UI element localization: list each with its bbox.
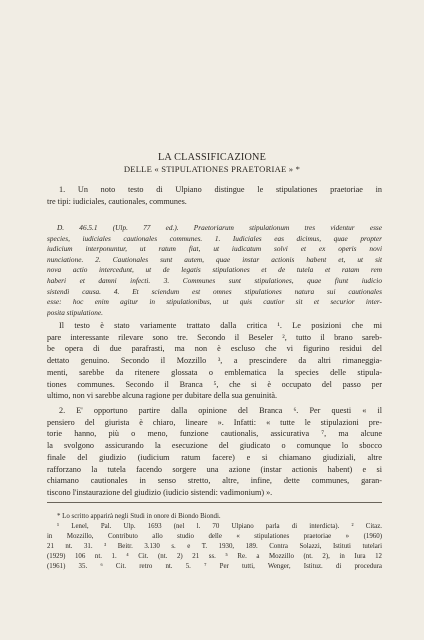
text-line: sistendi causa. 4. Et sciendum est omnes stipulationes natura sui cautionales xyxy=(47,286,382,296)
text-line: pare interessante rilevare sono tre. Secondo il Beseler ², tutto il brano sareb- xyxy=(47,332,382,342)
text-line: dettato genuino. Secondo il Mozzillo ³, a prescindere da altri rimaneggia- xyxy=(47,356,382,366)
text-line: 2. E' opportuno partire dalla opinione del Branca ⁶. Per questi « il xyxy=(59,406,382,415)
footnote-line: * Lo scritto apparirà negli Studi in onore di Biondo Biondi. xyxy=(57,513,221,520)
section-1-intro xyxy=(47,184,382,207)
text-line: tiscono l'instaurazione del giudizio (iudicio sistendi: vadimonium) ». xyxy=(47,487,273,497)
footnote-divider xyxy=(47,502,382,503)
section-2-branca xyxy=(47,405,382,499)
text-line: esse: hoc enim agitur in stipulationibus, ut quis cautior sit et securior inter- xyxy=(47,297,382,307)
text-line: D. 46.5.1 (Ulp. 77 ed.). Praetoriarum stipulationum tres videntur esse xyxy=(57,223,382,232)
text-line: posita stipulatione. xyxy=(47,307,103,317)
text-line: tre tipi: iudiciales, cautionales, communes. xyxy=(47,196,187,206)
footnote-line: in Mozzillo, Contributo allo studio delle « stipulationes praetoriae » (1960) xyxy=(47,532,382,540)
text-line: torie hanno, più o meno, funzione cautionalis, assicurativa ⁷, ma alcune xyxy=(47,429,382,439)
text-line: 1. Un noto testo di Ulpiano distingue le stipulationes praetoriae in xyxy=(59,185,382,194)
footnotes xyxy=(47,512,382,571)
text-line: nunciatione. 2. Cautionales sunt autem, quae instar actionis habent et, ut sit xyxy=(47,254,382,264)
text-line: la svolgono assicurando la esecuzione del giudicato o comunque lo sbocco xyxy=(47,441,382,451)
footnote-line: (1961) 35. ⁶ Cit. retro nt. 5. ⁷ Per tutti, Wenger, Istituz. di procedura xyxy=(47,562,382,570)
text-line: menti, sarebbe da ritenere glossata o emblematica la species delle stipula- xyxy=(47,367,382,377)
digest-quotation xyxy=(47,223,382,318)
text-line: Il testo è stato variamente trattato dalla critica ¹. Le posizioni che mi xyxy=(59,321,382,330)
footnote-line: (1929) 106 nt. 1. ⁴ Cit. (nt. 2) 21 ss. ⁵ Re. a Mozzillo (nt. 2), in Iura 12 xyxy=(47,552,382,560)
text-line: chiamano cautionales in senso stretto, altre, infine, dette communes, garan- xyxy=(47,476,382,486)
text-line: rafforzano la tutela facendo sorgere una azione (instar actionis habent) e si xyxy=(47,464,382,474)
footnote-line: 21 nt. 31. ³ Beitr. 3.130 s. e T. 1930, 189. Contra Solazzi, Istituti tutelari xyxy=(47,542,382,550)
text-line: finale del giudizio (iudicium ratum facere) e si chiamano giudiziali, altre xyxy=(47,452,382,462)
article-subtitle: DELLE « STIPULATIONES PRAETORIAE » * xyxy=(123,164,301,174)
text-line: tiones communes. Secondo il Branca ⁵, che si è occupato del passo per xyxy=(47,379,382,389)
text-line: pensiero del giurista è chiaro, lineare ». Infatti: « tutte le stipulazioni pre- xyxy=(47,417,382,427)
text-line: ultimo, non vi sarebbe alcuna ragione per dubitare della sua genuinità. xyxy=(47,391,278,401)
text-line: nova actio intercedunt, ut de legatis stipulationes et de tutela et ratam rem xyxy=(47,265,382,275)
article-title: LA CLASSIFICAZIONE xyxy=(157,152,267,163)
paragraph-critics xyxy=(47,320,382,402)
text-line: iudicium interponuntur, ut ratum fiat, ut iudicatum solvi et ex operis novi xyxy=(47,244,382,254)
text-line: species, iudiciales cautionales communes. 1. Iudiciales eas dicimus, quae propter xyxy=(47,233,382,243)
text-line: haberi et damni infecti. 3. Communes sunt stipulationes, quae fiunt iudicio xyxy=(47,275,382,285)
footnote-line: ¹ Lenel, Pal. Ulp. 1693 (nel l. 70 Ulpiano parla di interdicta). ² Citaz. xyxy=(57,522,382,530)
text-line: be opera di due parafrasti, ma non è escluso che vi figurino residui del xyxy=(47,344,382,354)
